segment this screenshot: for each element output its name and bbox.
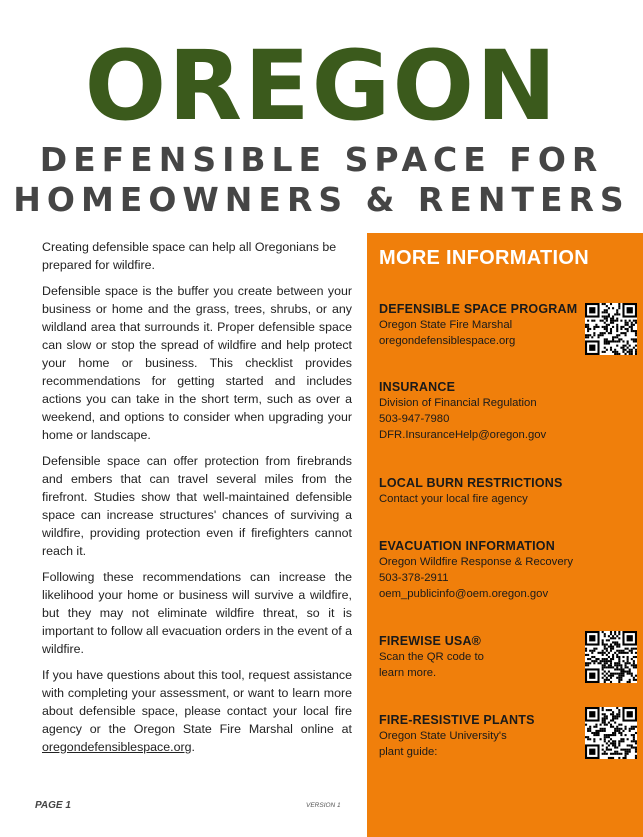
info-line[interactable]: oregondefensiblespace.org (379, 335, 516, 347)
info-evacuation (379, 538, 584, 602)
info-line: Oregon Wildfire Response & Recovery (379, 556, 574, 568)
info-line[interactable]: oem_publicinfo@oem.oregon.gov (379, 588, 549, 600)
qr-code-icon[interactable] (585, 303, 637, 355)
info-line: Scan the QR code to (379, 651, 484, 663)
info-heading: DEFENSIBLE SPACE PROGRAM (379, 302, 578, 316)
intro-paragraph-5 (42, 666, 352, 756)
info-defensible-space-program (379, 301, 584, 349)
info-line[interactable]: DFR.InsuranceHelp@oregon.gov (379, 429, 547, 441)
more-information-sidebar (367, 233, 643, 837)
qr-code-icon[interactable] (585, 707, 637, 759)
info-line: plant guide: (379, 746, 438, 758)
info-line: Contact your local fire agency (379, 493, 528, 505)
intro-paragraph-3: Defensible space can offer protection from firebrands and embers that can travel several miles from the firefront. Studies show that well-maintained defensible space can increase structures' chances of surviving a wildfire, providing protection even if firefighters cannot reach it. (42, 454, 352, 558)
info-line: 503-947-7980 (379, 413, 450, 425)
info-heading: FIRE-RESISTIVE PLANTS (379, 713, 535, 727)
info-heading: EVACUATION INFORMATION (379, 539, 555, 553)
intro-text (42, 238, 352, 764)
info-heading: FIREWISE USA® (379, 634, 482, 648)
intro-paragraph-5-text: If you have questions about this tool, request assistance with completing your assessment, or want to learn more about defensible space, please contact your local fire agency or the Oregon State Fire Marshal online at (42, 668, 352, 736)
info-line: Division of Financial Regulation (379, 397, 537, 409)
intro-paragraph-4: Following these recommendations can increase the likelihood your home or business will survive a wildfire, but they may not eliminate wildfire threat, so it is important to follow all evacuation orders in the event of a wildfire. (42, 570, 352, 656)
info-heading: INSURANCE (379, 380, 456, 394)
subtitle-line-2: HOMEOWNERS & RENTERS (13, 180, 630, 219)
page-title: OREGON (84, 30, 559, 142)
version-label: VERSION 1 (306, 802, 341, 809)
info-heading: LOCAL BURN RESTRICTIONS (379, 476, 563, 490)
website-link[interactable]: oregondefensiblespace.org (42, 740, 192, 754)
intro-paragraph-2: Defensible space is the buffer you create between your business or home and the grass, trees, shrubs, or any wildland area that surrounds it. Proper defensible space can slow or stop the spread of wildfire and help protect your home or business. This checklist provides recommendations for getting started and includes actions you can take in the short term, such as over a weekend, and options to consider when upgrading your home or landscape. (42, 284, 352, 442)
info-line: Oregon State University's (379, 730, 507, 742)
page-number: PAGE 1 (35, 800, 71, 811)
subtitle-line-1: DEFENSIBLE SPACE FOR (39, 140, 604, 179)
info-line: learn more. (379, 667, 437, 679)
intro-paragraph-5-end: . (191, 740, 195, 754)
info-firewise-usa (379, 633, 584, 681)
info-local-burn-restrictions (379, 475, 584, 507)
info-line: 503-378-2911 (379, 572, 449, 584)
intro-paragraph-1: Creating defensible space can help all Oregonians be prepared for wildfire. (42, 240, 337, 272)
qr-code-icon[interactable] (585, 631, 637, 683)
info-insurance (379, 379, 584, 443)
info-fire-resistive-plants (379, 712, 584, 760)
info-line: Oregon State Fire Marshal (379, 319, 513, 331)
sidebar-title: MORE INFORMATION (379, 247, 589, 269)
